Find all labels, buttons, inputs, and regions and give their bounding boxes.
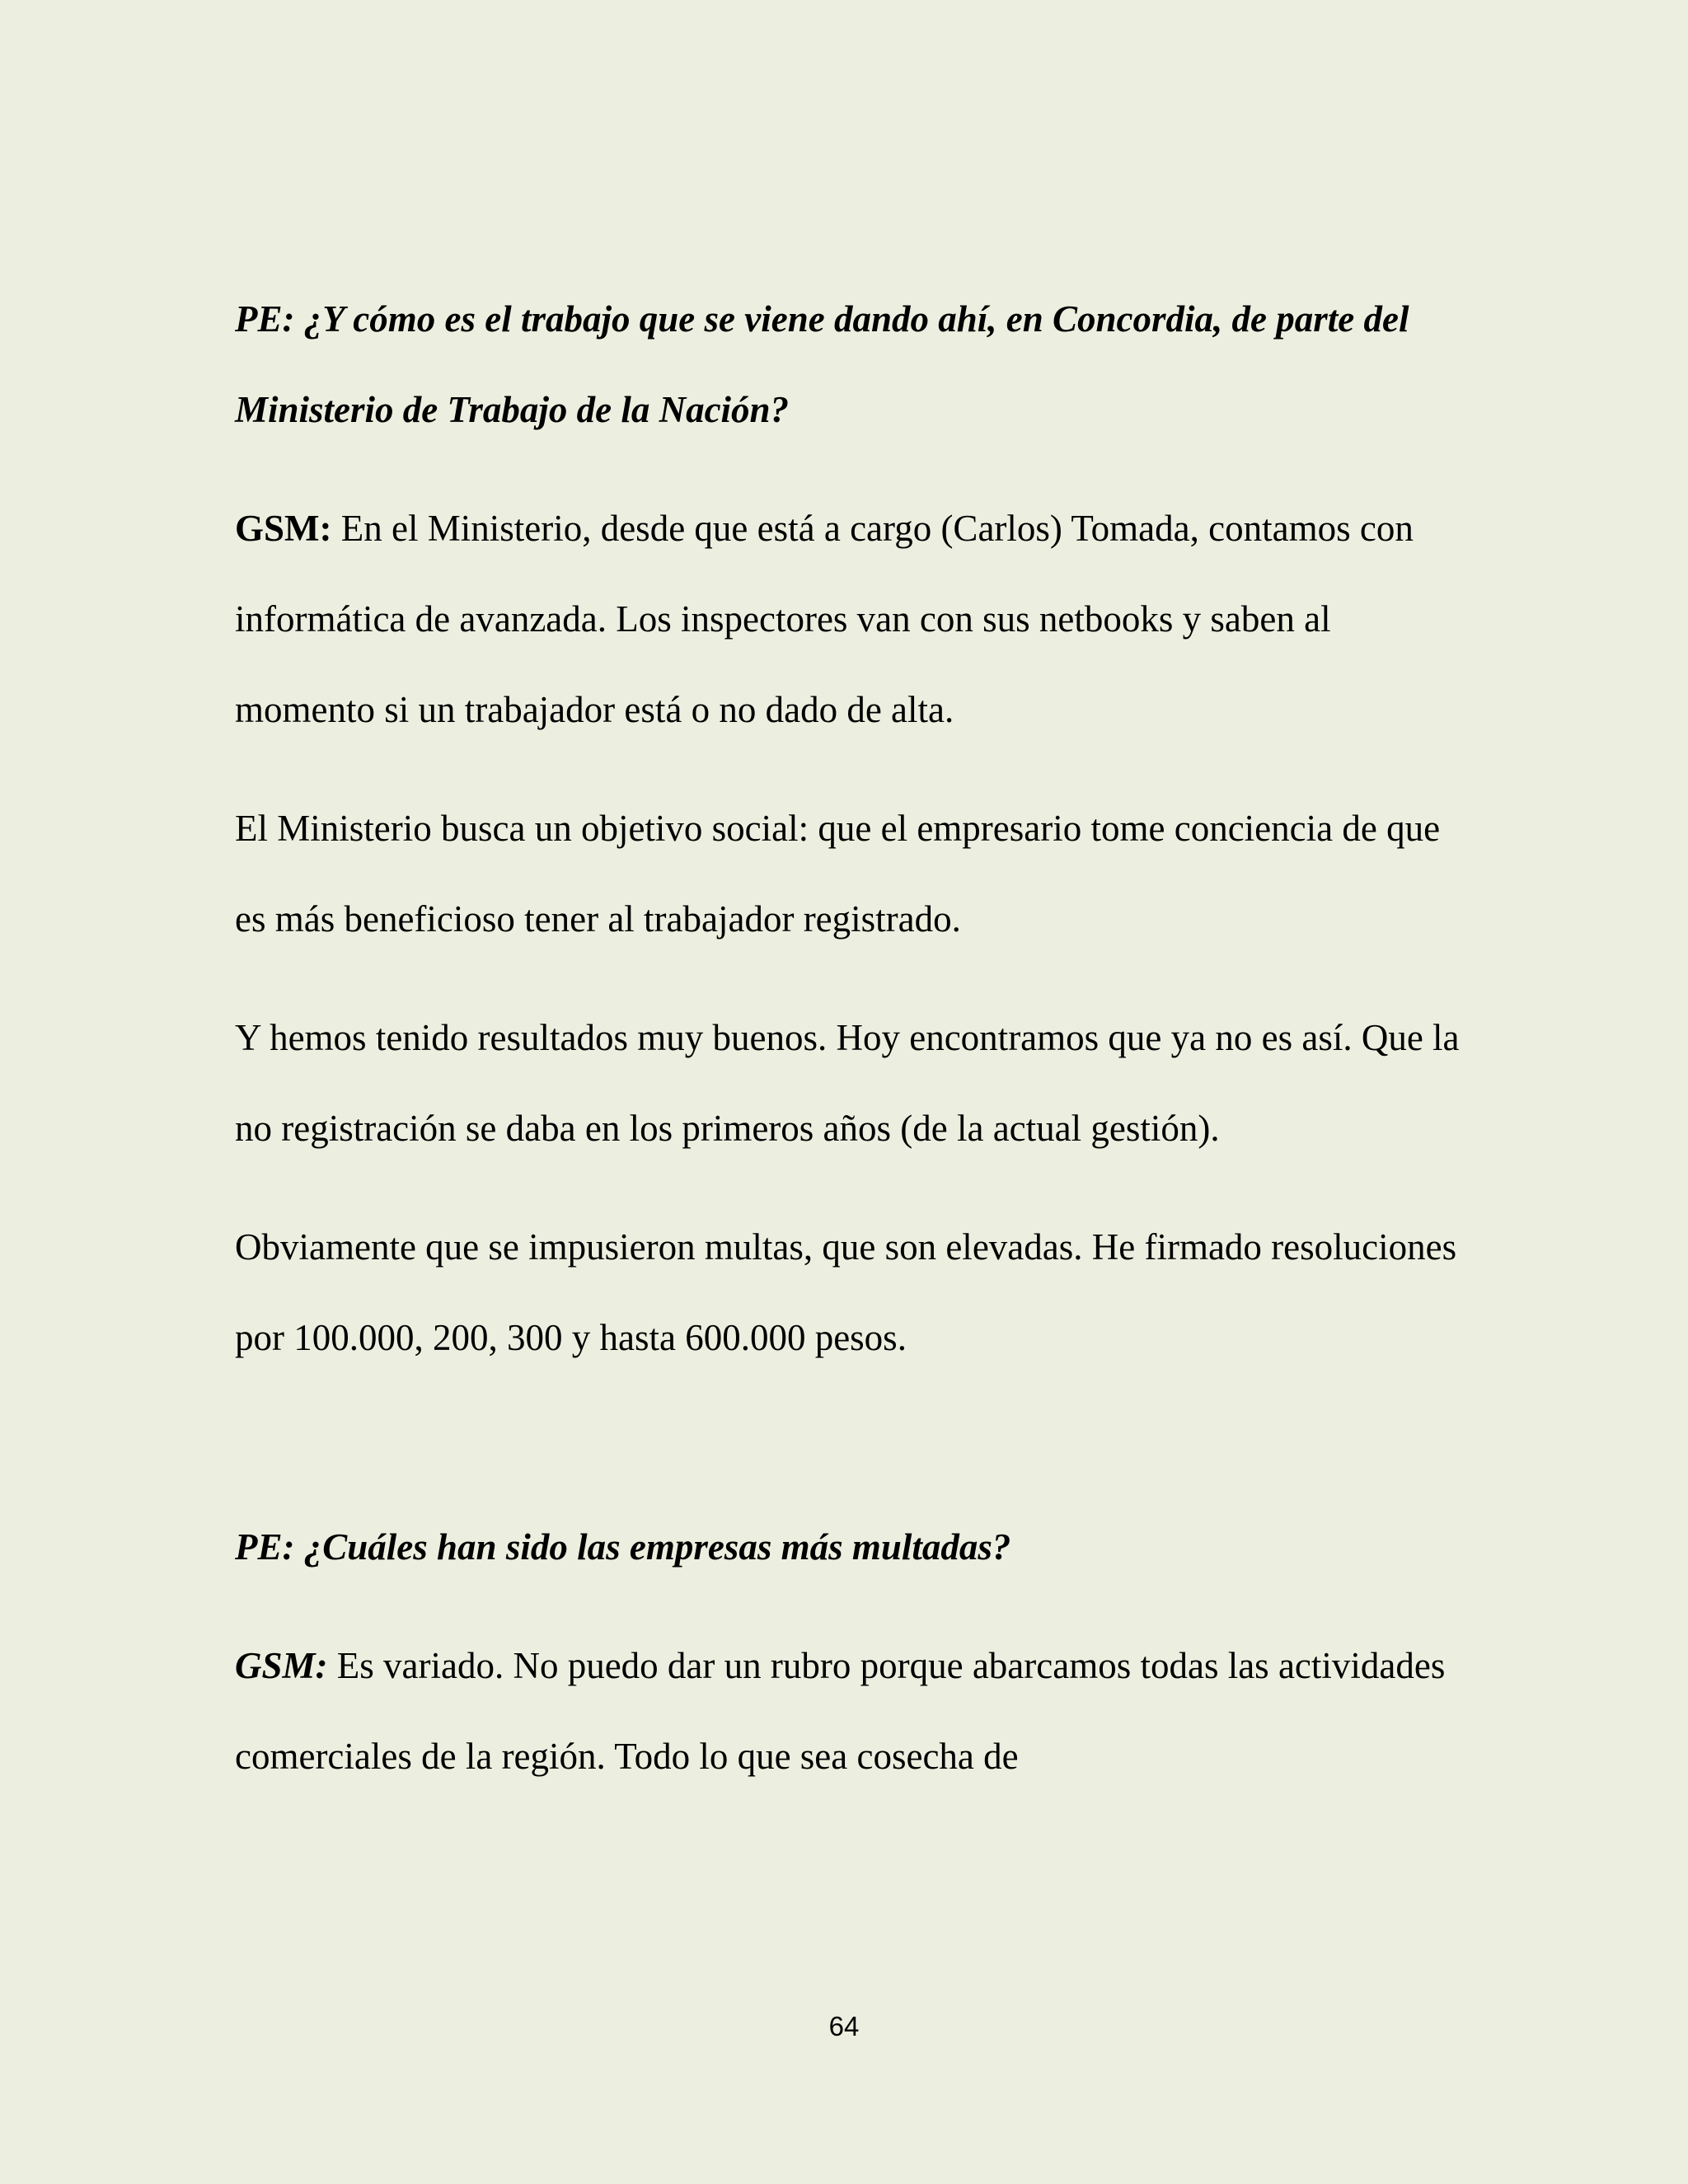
page-number: 64 bbox=[828, 2011, 860, 2041]
question-paragraph: PE: ¿Cuáles han sido las empresas más multadas? bbox=[235, 1526, 1011, 1568]
body-paragraph: Y hemos tenido resultados muy buenos. Hoy encontramos que ya no es así. Que la no registración se daba en los primeros años (de la actual gestión). bbox=[235, 1017, 1460, 1149]
speaker-label: GSM: bbox=[235, 508, 332, 549]
document-body bbox=[235, 274, 1471, 1802]
body-paragraph: Obviamente que se impusieron multas, que son elevadas. He firmado resoluciones por 100.000, 200, 300 y hasta 600.000 pesos. bbox=[235, 1226, 1457, 1358]
answer-text: En el Ministerio, desde que está a cargo (Carlos) Tomada, contamos con informática de avanzada. Los inspectores van con sus netbooks y saben al momento si un trabajador está o no dado de alta. bbox=[235, 508, 1414, 730]
answer-text: Es variado. No puedo dar un rubro porque abarcamos todas las actividades comerciales de la región. Todo lo que sea cosecha de bbox=[235, 1645, 1446, 1777]
answer-paragraph bbox=[235, 483, 1471, 755]
body-paragraph: El Ministerio busca un objetivo social: que el empresario tome conciencia de que es más beneficioso tener al trabajador registrado. bbox=[235, 808, 1441, 940]
speaker-label: GSM: bbox=[235, 1645, 328, 1686]
answer-paragraph bbox=[235, 1620, 1471, 1802]
question-paragraph: PE: ¿Y cómo es el trabajo que se viene dando ahí, en Concordia, de parte del Ministerio de Trabajo de la Nación? bbox=[235, 298, 1409, 430]
